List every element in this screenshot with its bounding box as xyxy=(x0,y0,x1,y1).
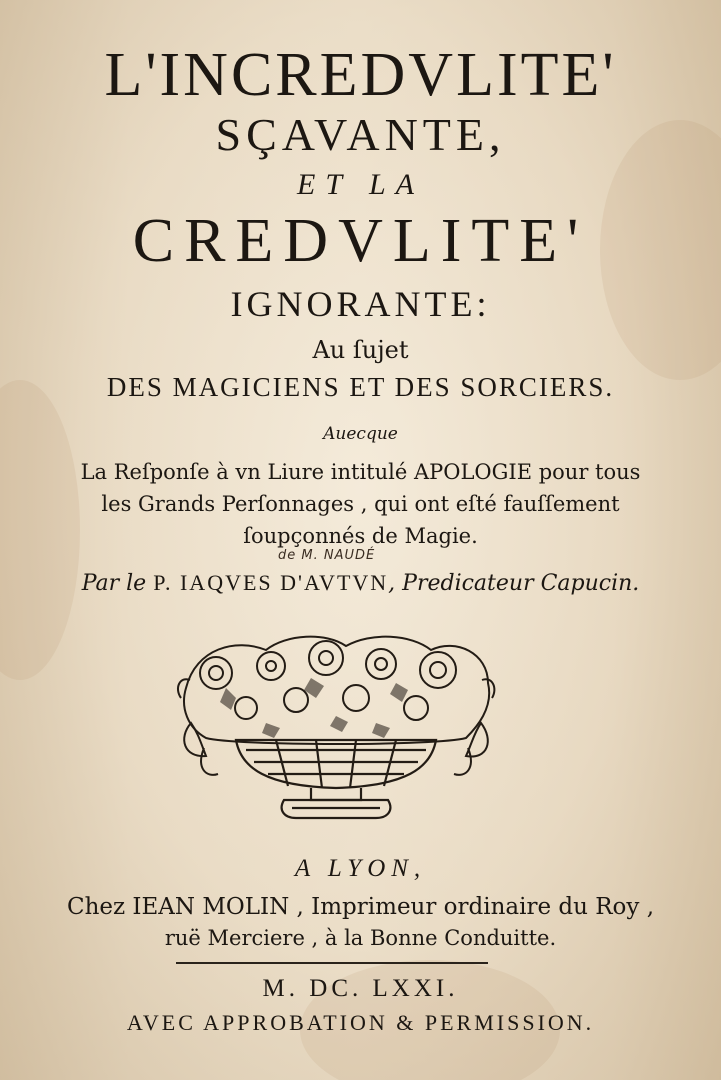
subject-main: DES MAGICIENS ET DES SORCIERS. xyxy=(106,372,615,402)
title-line-1: L'INCREDVLITE' xyxy=(104,41,617,109)
author-name: P. IAQVES D'AVTVN xyxy=(153,570,389,595)
handwritten-annotation: de M. NAUDÉ xyxy=(278,548,376,563)
author-title: , Predicateur Capucin. xyxy=(388,571,640,596)
title-line-5: IGNORANTE: xyxy=(230,284,491,324)
imprint-approbation: AVEC APPROBATION & PERMISSION. xyxy=(126,1010,595,1035)
author-line xyxy=(0,572,721,595)
author-prefix: Par le xyxy=(81,571,147,596)
addendum-intro: Auecque xyxy=(323,424,398,444)
title-line-3: ET LA xyxy=(297,168,424,201)
title-line-2: SÇAVANTE, xyxy=(215,109,506,160)
imprint-address: ruë Merciere , à la Bonne Conduitte. xyxy=(164,926,557,950)
addendum-line-2: les Grands Perſonnages , qui ont eſté fauſſement xyxy=(101,492,620,516)
imprint-place: A LYON, xyxy=(294,855,427,882)
addendum-line-3: ſoupçonnés de Magie. xyxy=(243,524,478,548)
divider-rule xyxy=(176,962,488,964)
imprint-year: M. DC. LXXI. xyxy=(262,975,459,1002)
basket-of-flowers-woodcut-icon xyxy=(176,628,496,824)
imprint-printer: Chez IEAN MOLIN , Imprimeur ordinaire du Roy , xyxy=(66,894,655,920)
addendum-line-1: La Reſponſe à vn Liure intitulé APOLOGIE pour tous xyxy=(80,460,641,484)
title-line-4: CREDVLITE' xyxy=(132,207,589,275)
subject-intro: Au ſujet xyxy=(312,336,409,364)
